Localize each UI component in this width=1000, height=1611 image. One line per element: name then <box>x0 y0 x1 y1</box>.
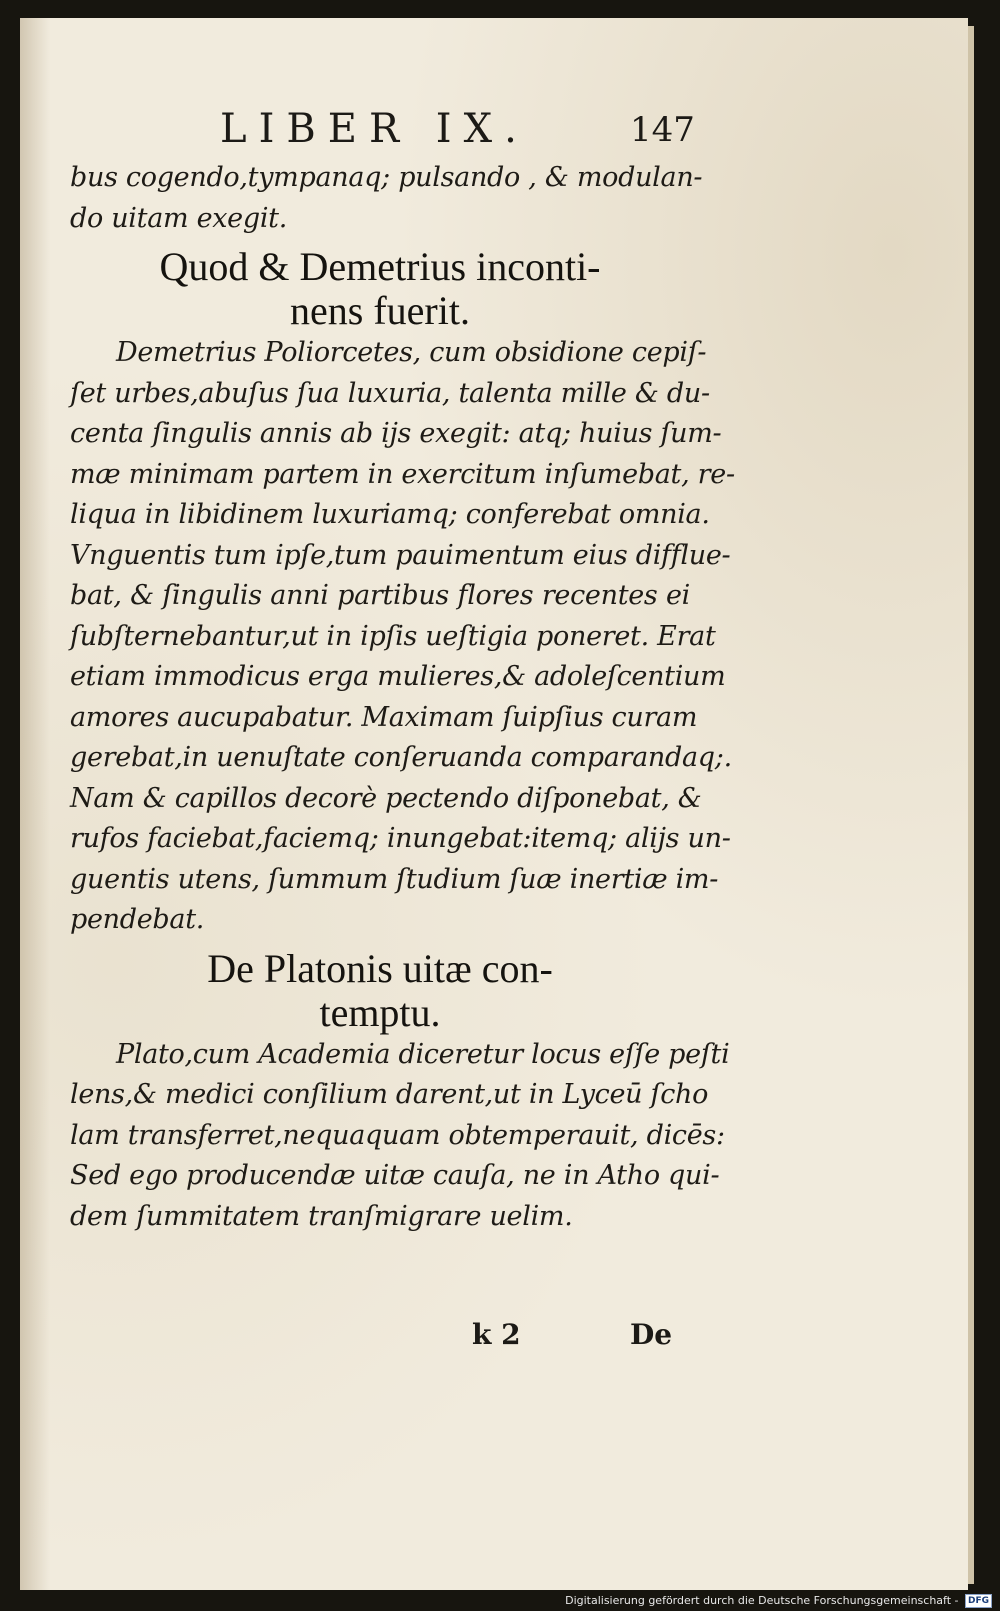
text-line: bus cogendo,tympanaq; pulsando , & modulan- <box>70 162 703 193</box>
heading-line: temptu. <box>319 989 441 1035</box>
text-line: etiam immodicus erga mulieres,& adoleſcentium <box>70 661 726 692</box>
text-line: do uitam exegit. <box>70 202 288 234</box>
text-line: mæ minimam partem in exercitum inſumebat, re- <box>70 458 735 490</box>
paragraph-demetrius <box>70 333 735 941</box>
text-block <box>70 158 735 1237</box>
catchword: De <box>630 1318 673 1351</box>
page-number: 147 <box>630 110 695 150</box>
text-line: Sed ego producendæ uitæ cauſa, ne in Atho qui- <box>70 1160 720 1191</box>
text-line: Plato,cum Academia diceretur locus eſſe peſti <box>116 1038 730 1070</box>
text-line: guentis utens, ſummum ſtudium ſuæ inertiæ im- <box>70 863 719 895</box>
running-head <box>20 106 968 166</box>
text-line: ſubſternebantur,ut in ipſis ueſtigia poneret. Erat <box>70 620 716 652</box>
text-line: lam transferret,nequaquam obtemperauit, dicēs: <box>70 1119 725 1151</box>
heading-line: Quod & Demetrius inconti- <box>159 244 601 289</box>
text-line: Demetrius Poliorcetes, cum obsidione cepiſ- <box>116 337 707 368</box>
text-line: dem ſummitatem tranſmigrare uelim. <box>70 1200 573 1232</box>
text-line: ſet urbes,abuſus ſua luxuria, talenta mille & du- <box>70 377 710 409</box>
text-line: Vnguentis tum ipſe,tum pauimentum eius difflue- <box>70 539 731 571</box>
dfg-logo-icon: DFG <box>965 1594 992 1608</box>
text-line: centa ſingulis annis ab ijs exegit: atq; huius ſum- <box>70 418 722 449</box>
page-edge <box>968 26 974 1584</box>
signature-mark: k 2 <box>472 1318 521 1351</box>
text-line: bat, & ſingulis anni partibus flores recentes ei <box>70 580 690 611</box>
text-line: Nam & capillos decorè pectendo diſponebat, & <box>70 782 702 814</box>
text-line: amores aucupabatur. Maximam ſuipſius curam <box>70 701 698 733</box>
heading-line: nens fuerit. <box>290 288 470 333</box>
page-footer <box>20 1318 968 1358</box>
text-line: gerebat,in uenuſtate conſeruanda comparandaq;. <box>70 742 732 773</box>
text-line: lens,& medici conſilium darent,ut in Lyceū ſcho <box>70 1079 709 1110</box>
text-line: pendebat. <box>70 904 205 935</box>
book-page <box>20 18 968 1590</box>
running-head-title: LIBER IX. <box>220 106 529 152</box>
digitization-credit <box>565 1594 992 1608</box>
text-line: liqua in libidinem luxuriamq; conferebat omnia. <box>70 499 710 530</box>
continuation-paragraph <box>70 158 703 239</box>
heading-line: De Platonis uitæ con- <box>207 945 553 991</box>
paragraph-plato <box>70 1035 730 1238</box>
section-heading-demetrius <box>70 245 690 333</box>
credit-text: Digitalisierung gefördert durch die Deutsche Forschungsgemeinschaft - <box>565 1594 959 1607</box>
section-heading-plato <box>70 947 690 1035</box>
text-line: rufos faciebat,faciemq; inungebat:itemq; alijs un- <box>70 823 731 854</box>
